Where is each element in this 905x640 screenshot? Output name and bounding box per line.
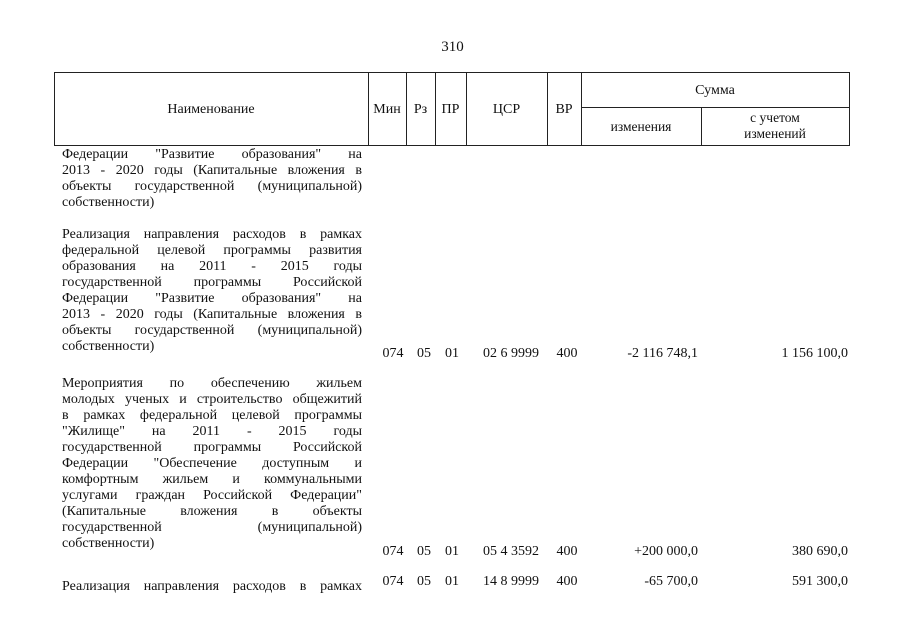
header-min: Мин [373, 102, 401, 117]
header-pr: ПР [441, 102, 460, 117]
row-name-line: "Жилище" на 2011 - 2015 годы [62, 424, 362, 439]
row-name-line: Федерации "Развитие образования" на [62, 291, 362, 306]
row-csr: 05 4 3592 [483, 544, 539, 559]
row-change: +200 000,0 [634, 544, 698, 559]
row-name-line: в рамках федеральной целевой программы [62, 408, 362, 423]
row-change: -65 700,0 [644, 574, 698, 589]
row-name-line: государственной программы Российской [62, 440, 362, 455]
row-name-line: государственной программы Российской [62, 275, 362, 290]
row-name-line: Федерации "Обеспечение доступным и [62, 456, 362, 471]
row-name-line: собственности) [62, 195, 155, 210]
row-name-line: Федерации "Развитие образования" на [62, 147, 362, 162]
row-total: 380 690,0 [792, 544, 848, 559]
row-name-line: (Капитальные вложения в объекты [62, 504, 362, 519]
row-name-line: Реализация направления расходов в рамках [62, 579, 362, 594]
row-rz: 05 [417, 544, 431, 559]
row-name-line: образования на 2011 - 2015 годы [62, 259, 362, 274]
row-name [62, 579, 362, 595]
row-name [62, 227, 362, 355]
header-border-right [849, 73, 850, 145]
header-with-changes-line-2: изменений [744, 126, 806, 141]
header-with-changes-line-1: с учетом [750, 110, 800, 125]
row-pr: 01 [445, 544, 459, 559]
row-change: -2 116 748,1 [627, 346, 698, 361]
row-csr: 14 8 9999 [483, 574, 539, 589]
row-vr: 400 [556, 346, 578, 361]
row-vr: 400 [556, 574, 578, 589]
header-csr: ЦСР [492, 102, 521, 117]
row-name-line: объекты государственной (муниципальной) [62, 323, 362, 338]
header-change: изменения [610, 119, 672, 134]
row-name-line: 2013 - 2020 годы (Капитальные вложения в [62, 307, 362, 322]
row-name-line: Реализация направления расходов в рамках [62, 227, 362, 242]
row-name-line: собственности) [62, 536, 155, 551]
row-min: 074 [382, 346, 404, 361]
row-min: 074 [382, 574, 404, 589]
row-name-line: государственной (муниципальной) [62, 520, 362, 535]
row-csr: 02 6 9999 [483, 346, 539, 361]
header-name: Наименование [167, 102, 255, 117]
row-min: 074 [382, 544, 404, 559]
row-total: 1 156 100,0 [781, 346, 848, 361]
row-total: 591 300,0 [792, 574, 848, 589]
row-name [62, 376, 362, 552]
table-header [54, 72, 850, 146]
header-vr: ВР [555, 102, 573, 117]
header-sum: Сумма [695, 83, 735, 98]
row-name [62, 147, 362, 211]
row-rz: 05 [417, 346, 431, 361]
row-pr: 01 [445, 346, 459, 361]
header-rz: Рз [413, 102, 428, 117]
row-name-line: 2013 - 2020 годы (Капитальные вложения в [62, 163, 362, 178]
header-sum-divider [581, 107, 849, 108]
row-name-line: комфортным жильем и коммунальными [62, 472, 362, 487]
row-name-line: молодых ученых и строительство общежитий [62, 392, 362, 407]
row-rz: 05 [417, 574, 431, 589]
row-name-line: федеральной целевой программы развития [62, 243, 362, 258]
header-with-changes [701, 110, 849, 142]
row-vr: 400 [556, 544, 578, 559]
row-name-line: Мероприятия по обеспечению жильем [62, 376, 362, 391]
row-name-line: собственности) [62, 339, 155, 354]
row-name-line: услугами граждан Российской Федерации" [62, 488, 362, 503]
page-number: 310 [441, 39, 464, 55]
row-name-line: объекты государственной (муниципальной) [62, 179, 362, 194]
row-pr: 01 [445, 574, 459, 589]
